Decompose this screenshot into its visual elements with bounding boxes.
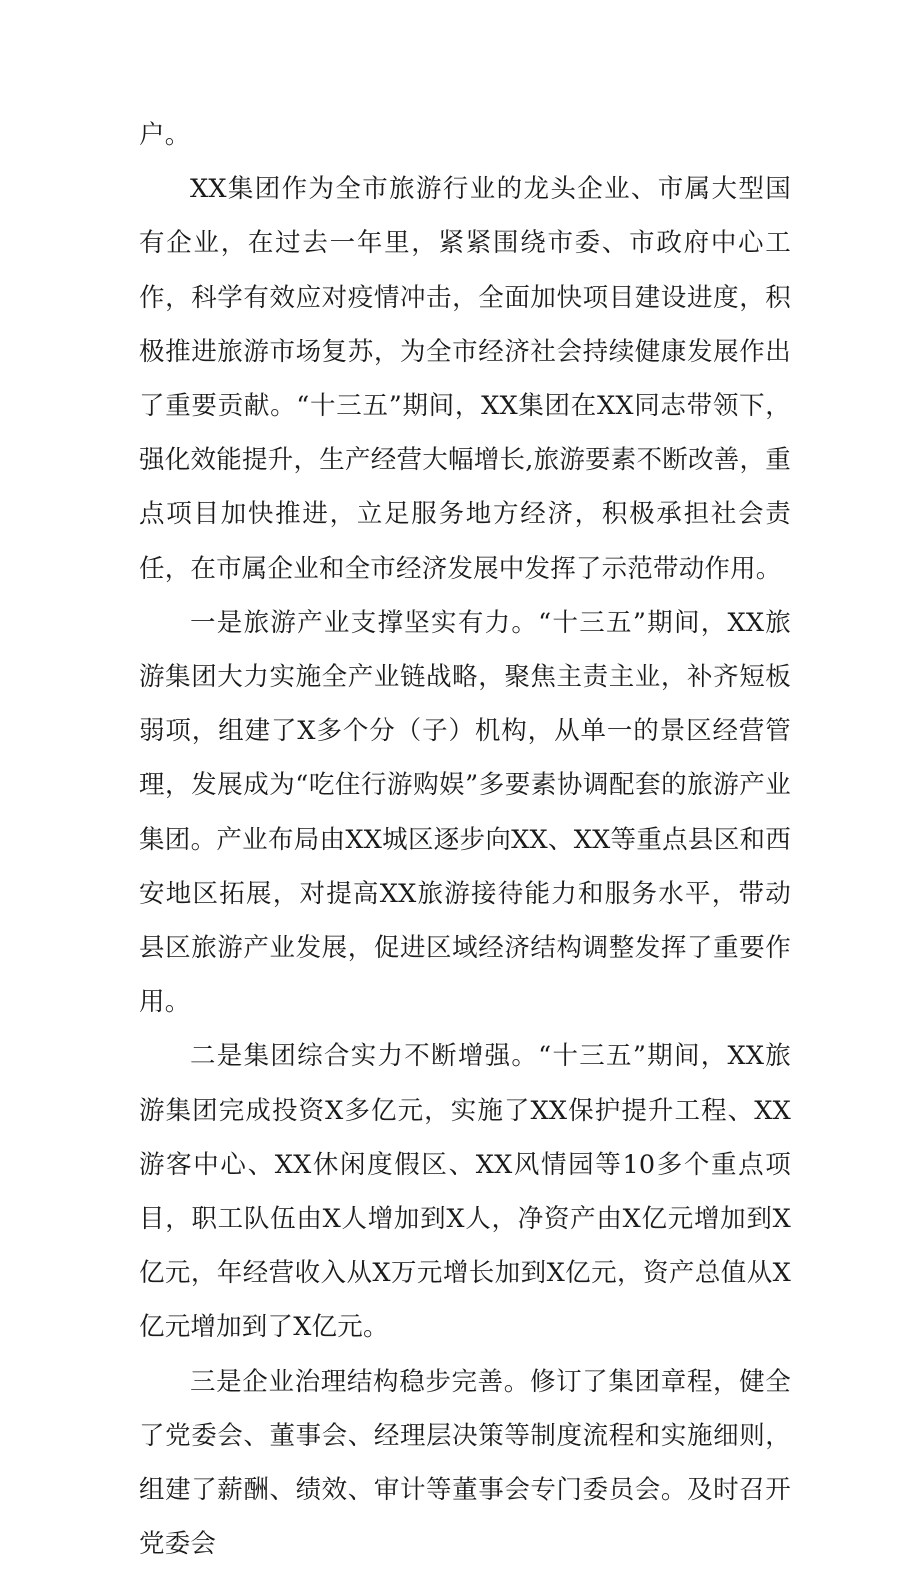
paragraph-group-overview: XX集团作为全市旅游行业的龙头企业、市属大型国有企业，在过去一年里，紧紧围绕市委、市政府中心工作，科学有效应对疫情冲击，全面加快项目建设进度，积极推进旅游市场复苏，为全市经济社会持续健康发展作出了重要贡献。“十三五”期间，XX集团在XX同志带领下，强化效能提升，生产经营大幅增长,旅游要素不断改善，重点项目加快推进，立足服务地方经济，积极承担社会责任，在市属企业和全市经济发展中发挥了示范带动作用。 bbox=[139, 174, 791, 584]
paragraph-governance: 三是企业治理结构稳步完善。修订了集团章程，健全了党委会、董事会、经理层决策等制度流程和实施细则，组建了薪酬、绩效、审计等董事会专门委员会。及时召开党委会 bbox=[139, 1366, 791, 1560]
paragraph-tourism-industry: 一是旅游产业支撑坚实有力。“十三五”期间，XX旅游集团大力实施全产业链战略，聚焦主责主业，补齐短板弱项，组建了X多个分（子）机构，从单一的景区经营管理，发展成为“吃住行游购娱”多要素协调配套的旅游产业集团。产业布局由XX城区逐步向XX、XX等重点县区和西安地区拓展，对提高XX旅游接待能力和服务水平，带动县区旅游产业发展，促进区域经济结构调整发挥了重要作用。 bbox=[139, 607, 791, 1018]
document-body bbox=[139, 108, 791, 1571]
paragraph-group-strength: 二是集团综合实力不断增强。“十三五”期间，XX旅游集团完成投资X多亿元，实施了XX保护提升工程、XX游客中心、XX休闲度假区、XX风情园等10多个重点项目，职工队伍由X人增加到X人，净资产由X亿元增加到X亿元，年经营收入从X万元增长加到X亿元，资产总值从X亿元增加到了X亿元。 bbox=[139, 1041, 791, 1343]
paragraph-continuation: 户。 bbox=[139, 120, 191, 150]
